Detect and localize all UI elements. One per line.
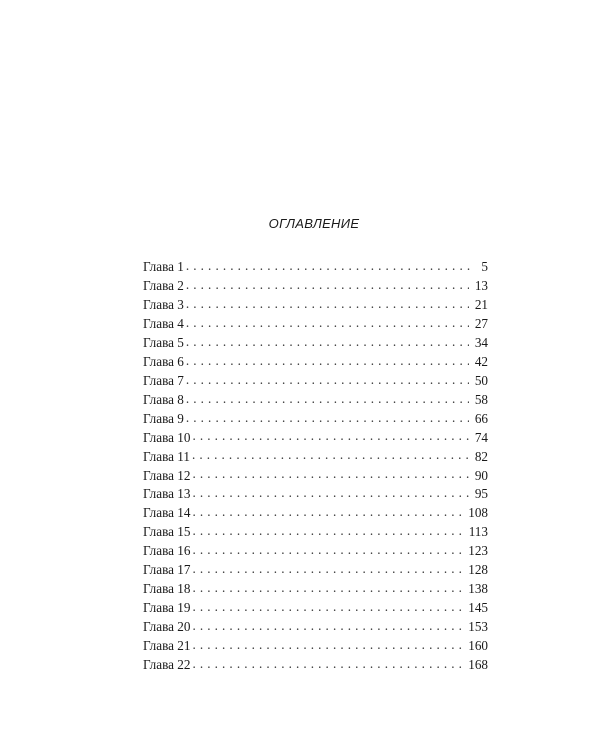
toc-entry-label: Глава 18	[143, 581, 191, 597]
toc-entry-page-number: 13	[474, 278, 488, 294]
toc-entry-label: Глава 6	[143, 353, 184, 369]
toc-entry-label: Глава 16	[143, 543, 191, 559]
dot-leader	[192, 523, 462, 536]
toc-entry	[143, 485, 488, 504]
toc-entry	[143, 391, 488, 410]
toc-entry-page-number: 27	[474, 316, 488, 331]
toc-entry	[143, 466, 488, 485]
dot-leader	[186, 353, 469, 366]
toc-entry-label: Глава 7	[143, 372, 184, 388]
dot-leader	[192, 580, 462, 593]
toc-entry-label: Глава 12	[143, 467, 191, 483]
toc-entry-page-number: 21	[474, 297, 488, 313]
dot-leader	[192, 542, 462, 555]
toc-entry	[143, 315, 488, 334]
toc-entry-page-number: 66	[474, 410, 488, 426]
dot-leader	[186, 334, 469, 347]
toc-entry-page-number: 128	[468, 562, 488, 578]
toc-entry-page-number: 113	[468, 524, 488, 540]
toc-entry-label: Глава 4	[143, 316, 184, 331]
dot-leader	[192, 485, 468, 498]
toc-entry-label: Глава 21	[143, 637, 191, 653]
toc-entry-page-number: 5	[481, 259, 488, 275]
dot-leader	[192, 637, 462, 650]
toc-entry-label: Глава 2	[143, 278, 184, 294]
toc-entry-page-number: 95	[474, 486, 488, 502]
toc-entry	[143, 656, 488, 675]
toc-entry-page-number: 168	[468, 656, 488, 672]
toc-entry-label: Глава 14	[143, 505, 191, 521]
dot-leader	[186, 315, 469, 328]
toc-entry-page-number: 74	[474, 429, 488, 445]
toc-entry	[143, 618, 488, 637]
dot-leader	[186, 391, 469, 404]
dot-leader	[186, 296, 469, 309]
dot-leader	[192, 428, 468, 441]
toc-entry-page-number: 42	[474, 353, 488, 369]
toc-entry-page-number: 82	[474, 448, 488, 464]
dot-leader	[192, 618, 462, 631]
toc-entry	[143, 599, 488, 618]
toc-entry	[143, 561, 488, 580]
toc-entry-label: Глава 13	[143, 486, 191, 502]
toc-entry	[143, 372, 488, 391]
toc-entry	[143, 523, 488, 542]
toc-entry-label: Глава 8	[143, 391, 184, 407]
toc-entry-label: Глава 22	[143, 656, 191, 672]
toc-entry	[143, 296, 488, 315]
dot-leader	[192, 599, 462, 612]
toc-entry-label: Глава 3	[143, 297, 184, 313]
toc-entry-page-number: 123	[468, 543, 488, 559]
toc-entry-page-number: 160	[468, 637, 488, 653]
toc-entry-label: Глава 19	[143, 600, 191, 616]
toc-entry-label: Глава 10	[143, 429, 191, 445]
toc-entry	[143, 428, 488, 447]
toc-entry-label: Глава 1	[143, 259, 184, 275]
toc-entry-label: Глава 17	[143, 562, 191, 578]
toc-entry	[143, 542, 488, 561]
toc-entry-page-number: 34	[474, 334, 488, 350]
toc-entry	[143, 580, 488, 599]
dot-leader	[192, 561, 462, 574]
toc-entry-label: Глава 20	[143, 619, 191, 634]
toc-entry	[143, 277, 488, 296]
dot-leader	[192, 504, 462, 517]
toc-entry	[143, 258, 488, 277]
dot-leader	[186, 372, 469, 385]
toc-entry	[143, 353, 488, 372]
toc-entry-page-number: 50	[474, 372, 488, 388]
toc-entry-label: Глава 9	[143, 410, 184, 426]
toc-entry-page-number: 138	[468, 581, 488, 597]
toc-entry-page-number: 145	[468, 600, 488, 616]
toc-list	[143, 258, 488, 675]
toc-entry-label: Глава 11	[143, 448, 190, 464]
toc-entry	[143, 334, 488, 353]
toc-entry-page-number: 58	[474, 391, 488, 407]
toc-entry-label: Глава 5	[143, 334, 184, 350]
toc-entry-page-number: 153	[468, 619, 488, 634]
toc-entry	[143, 637, 488, 656]
dot-leader	[192, 466, 468, 479]
dot-leader	[186, 277, 469, 290]
toc-entry-label: Глава 15	[143, 524, 191, 540]
toc-entry-page-number: 108	[468, 505, 488, 521]
toc-entry	[143, 504, 488, 523]
toc-entry-page-number: 90	[474, 467, 488, 483]
toc-title: ОГЛАВЛЕНИЕ	[268, 216, 360, 231]
dot-leader	[186, 410, 469, 423]
dot-leader	[186, 258, 476, 271]
toc-entry	[143, 410, 488, 429]
dot-leader	[192, 656, 462, 669]
dot-leader	[192, 447, 469, 460]
toc-entry	[143, 447, 488, 466]
